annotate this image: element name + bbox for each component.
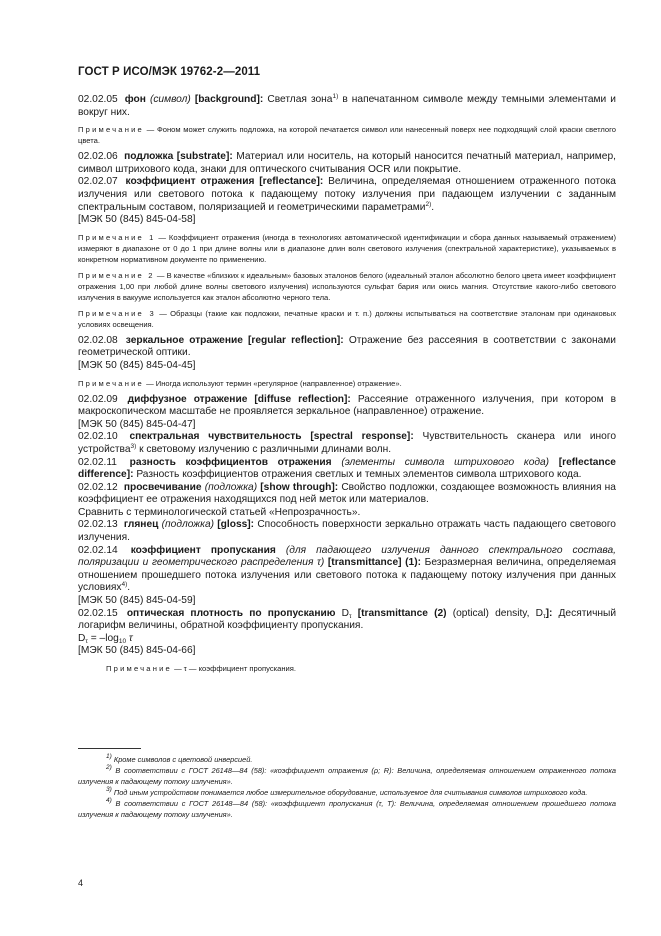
term-english: [transmittance] (1): [327, 557, 421, 569]
term-definition: Светлая зона [267, 94, 333, 105]
term-definition: Материал или носитель, на который наносится печатный материал, например, символ штрихового кода, знаки для оптического считывания OCR или покрытие. [78, 151, 616, 175]
term-definition: Десятичный логарифм величины, обратной коэффициенту пропускания. [78, 607, 617, 632]
term-number: 02.02.13 [78, 519, 118, 531]
term-english: [diffuse reflection]: [254, 393, 351, 405]
note [78, 378, 616, 389]
footnote [78, 798, 616, 820]
term-english-end: ]: [545, 607, 553, 619]
note-label: Примечание [106, 664, 172, 673]
term-english: [transmittance (2) [357, 607, 447, 619]
note-label: Примечание 1 [78, 232, 156, 242]
term-name: коэффициент отражения [125, 176, 255, 188]
formula-base: 10 [118, 637, 127, 645]
term-definition: Отражение без рассеяния в соответствии с законами геометрической оптики. [78, 334, 616, 359]
footnote-text: В соответствии с ГОСТ 26148—84 (58): «коэффициент пропускания (τ, T): Величина, определяемая отношением прошедшего потока излучения к падающему потоку излучения». [78, 799, 616, 819]
note-text: — В качестве «близких к идеальным» базовых эталонов белого (идеальный эталон абсолютно белого цвета имеет коэффициент отражения 1,00 при любой длине волны светового излучения) используются сульфат бария или окись магния. Отсутствие какого-либо светового излучения в вакууме используется как эталон абсолютно черного тела. [78, 270, 616, 302]
term-english: [regular reflection]: [248, 334, 344, 346]
term-english: [reflectance]: [259, 176, 324, 188]
note-label: Примечание 2 [78, 270, 155, 280]
formula-eq: = –log [90, 632, 119, 644]
term-entry-spectral-response [78, 431, 616, 456]
term-english: [substrate]: [176, 151, 233, 163]
footnote-mark: 2) [106, 764, 112, 771]
term-domain: (символ) [149, 94, 191, 105]
note-label: Примечание 3 [78, 308, 156, 318]
footnote [78, 787, 616, 798]
term-entry-reflectance [78, 176, 616, 214]
term-number: 02.02.14 [78, 544, 118, 556]
term-english: [show through]: [260, 481, 339, 493]
formula-arg: τ [128, 632, 133, 644]
note-label: Примечание [78, 125, 144, 135]
term-definition: Рассеяние отраженного излучения, при котором в макроскопическом масштабе не проявляется зеркальное (направленное) отражение. [78, 393, 616, 418]
term-definition: Разность коэффициентов отражения светлых и темных элементов символа штрихового кода. [136, 469, 582, 481]
footnote-text: Под иным устройством понимается любое измерительное оборудование, используемое для считывания символов штрихового кода. [113, 788, 588, 797]
footnote-mark: 4) [106, 797, 112, 804]
term-english-sub: τ [542, 612, 546, 620]
document-body [78, 94, 616, 679]
term-english-cont: (optical) density, D [452, 607, 543, 619]
note-text: — Образцы (такие как подложки, печатные краски и т. п.) должны испытываться на соответствие эталонам при одинаковых условиях освещения. [78, 308, 616, 329]
term-number: 02.02.11 [78, 456, 117, 468]
term-domain: (элементы символа штрихового кода) [341, 456, 550, 468]
footnote-mark: 3) [106, 786, 112, 793]
footnote-ref: 2) [425, 200, 432, 208]
term-reference: [МЭК 50 (845) 845-04-47] [78, 418, 196, 430]
note-text: — Коэффициент отражения (иногда в технологиях автоматической идентификации и сбора данных называемый отражением) измеряют в диапазоне от 0 до 1 при длине волны или в диапазоне длин волн светового излучения (спектральной характеристике), указываемых в конкретном нормативном документе по применению. [78, 232, 617, 264]
footnote-divider [78, 748, 141, 749]
term-english: [background]: [194, 94, 264, 105]
term-domain-symbol: τ) [317, 557, 325, 569]
term-number: 02.02.10 [78, 431, 118, 443]
term-reference: [МЭК 50 (845) 845-04-45] [78, 359, 196, 371]
term-entry-regular-reflection [78, 335, 616, 360]
term-entry-show-through [78, 482, 616, 507]
term-name: зеркальное отражение [125, 334, 243, 346]
term-name: оптическая плотность по пропусканию [126, 607, 336, 619]
term-entry-background [78, 94, 616, 119]
note [78, 308, 616, 330]
footnotes [78, 754, 616, 820]
term-name: подложка [124, 151, 174, 163]
formula-lhs-sub: τ [85, 637, 88, 645]
term-reference: [МЭК 50 (845) 845-04-66] [78, 645, 196, 657]
note-text: — Иногда используют термин «регулярное (направленное) отражение». [146, 378, 402, 388]
term-definition-cont: к световому излучению с различными длинами волн. [139, 443, 392, 455]
term-name: просвечивание [123, 481, 202, 493]
term-domain: (подложка) [204, 481, 258, 493]
term-number: 02.02.12 [78, 481, 118, 493]
footnote-text: Кроме символов с цветовой инверсией. [113, 755, 253, 764]
term-definition: Безразмерная величина, определяемая отношением прошедшего потока излучения или светового потока к падающему потоку излучения при данных условиях [78, 557, 617, 594]
term-reference: [МЭК 50 (845) 845-04-59] [78, 595, 196, 607]
term-entry-reflectance-difference [78, 457, 616, 482]
term-domain: (для падающего излучения данного спектрального состава, поляризации и геометрического распределения [78, 544, 617, 569]
term-number: 02.02.08 [78, 334, 118, 346]
note-text: — τ — коэффициент пропускания. [174, 664, 296, 673]
footnote-ref: 4) [121, 581, 128, 589]
term-name: глянец [123, 519, 159, 531]
note [78, 232, 616, 265]
term-name: разность коэффициентов отражения [129, 456, 332, 468]
term-definition-cont: в напечатанном символе между темными элементами и вокруг них. [78, 94, 616, 118]
term-entry-substrate [78, 151, 616, 176]
document-header: ГОСТ Р ИСО/МЭК 19762-2—2011 [78, 66, 261, 78]
term-reference: [МЭК 50 (845) 845-04-58] [78, 214, 196, 226]
term-end: . [127, 582, 131, 594]
term-entry-diffuse-reflection [78, 394, 616, 419]
term-definition: Способность поверхности зеркально отражать часть падающего светового излучения. [78, 519, 616, 544]
term-number: 02.02.05 [78, 94, 118, 105]
note [78, 270, 616, 303]
term-number: 02.02.07 [78, 176, 118, 188]
term-number: 02.02.06 [78, 151, 118, 163]
note-text: — Фоном может служить подложка, на которой печатается символ или нанесенный поверх нее подходящий слой краски светлого цвета. [78, 125, 616, 146]
term-name: фон [124, 94, 146, 105]
footnote-mark: 1) [106, 753, 112, 760]
footnote [78, 765, 616, 787]
footnote-ref: 1) [332, 93, 339, 100]
term-definition: Чувствительность сканера или иного устройства [78, 431, 616, 455]
term-number: 02.02.09 [78, 393, 118, 405]
term-english: [spectral response]: [310, 431, 414, 443]
note [78, 663, 616, 674]
term-symbol: D [341, 607, 349, 619]
term-name: коэффициент пропускания [130, 544, 276, 556]
term-number: 02.02.15 [78, 607, 118, 619]
term-end: . [431, 201, 435, 213]
term-entry-optical-density [78, 608, 616, 633]
note [78, 124, 616, 146]
term-definition: Свойство подложки, создающее возможность влияния на коэффициент ее отражения находящихся под ней меток или материалов. [78, 481, 616, 506]
formula-lhs: D [78, 632, 86, 644]
term-symbol-sub: τ [348, 612, 352, 620]
term-name: спектральная чувствительность [129, 431, 302, 443]
note-label: Примечание [78, 378, 144, 388]
formula [78, 633, 616, 646]
page-number: 4 [78, 878, 84, 888]
footnote-text: В соответствии с ГОСТ 26148—84 (58): «коэффициент отражения (ρ; R): Величина, определяемая отношением отраженного потока излучения к падающему потоку излучения». [78, 766, 616, 786]
term-see-also: Сравнить с терминологической статьей «Непрозрачность». [78, 506, 361, 518]
footnote-ref: 3) [130, 442, 137, 450]
term-definition: Величина, определяемая отношением отраженного потока излучения или светового потока к падающему потоку излучения при падающем излучении с заданным спектральным составом, поляризацией и геометрическими параметрами [78, 176, 616, 213]
term-name: диффузное отражение [127, 393, 248, 405]
term-english: [reflectance difference]: [78, 456, 616, 481]
term-entry-transmittance [78, 545, 616, 595]
term-entry-gloss [78, 519, 616, 544]
term-english: [gloss]: [217, 519, 255, 531]
footnote [78, 754, 616, 765]
term-domain: (подложка) [161, 519, 215, 531]
